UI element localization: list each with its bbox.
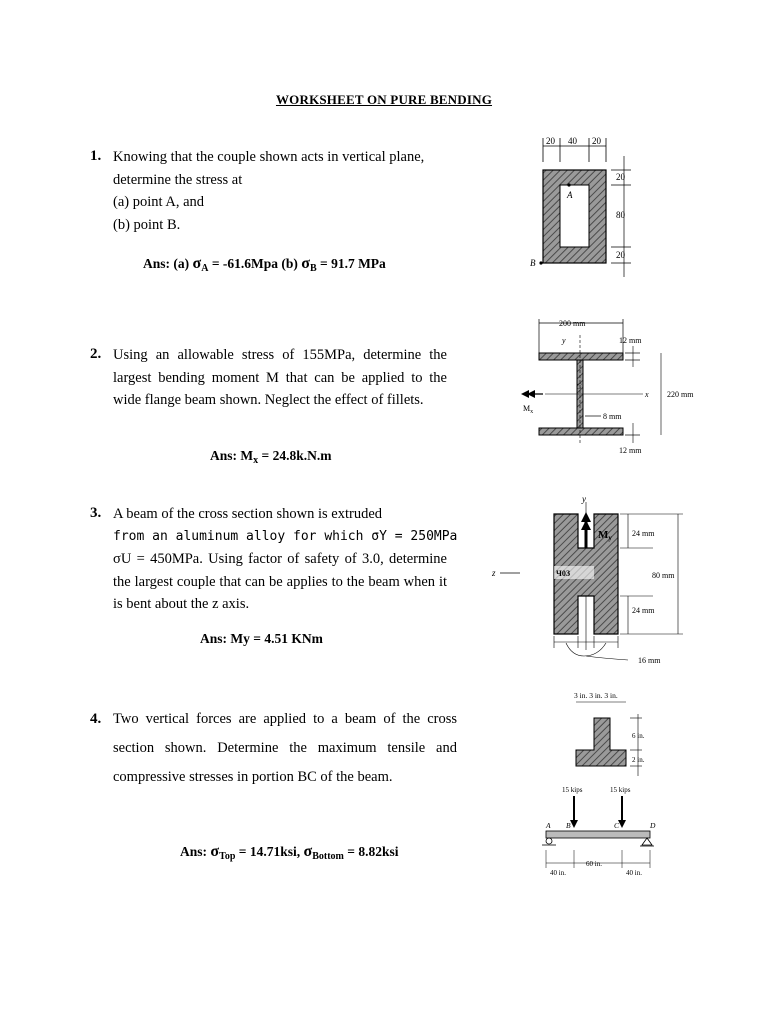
dim-label: 40 <box>568 136 577 146</box>
hollow-cavity <box>560 185 589 247</box>
beam <box>546 831 650 838</box>
point-c-label: C <box>614 821 620 830</box>
problem-3-line1: A beam of the cross section shown is extruded <box>113 506 383 522</box>
moment-label: My <box>598 529 612 542</box>
problem-4-figure <box>532 688 667 883</box>
problem-3-text: σU = 450MPa. Using factor of safety of 3.0, determine the largest couple that can be applies to the beam when it is bent about the z axis. <box>113 551 447 612</box>
problem-2-number: 2. <box>90 346 102 362</box>
load-2-label: 15 kips <box>610 786 631 794</box>
dim-label: 3 in. 3 in. 3 in. <box>574 691 618 700</box>
bottom-flange <box>539 428 623 435</box>
span-label: 40 in. <box>550 869 566 877</box>
t-section <box>576 718 626 766</box>
section-label: Ч0З <box>556 569 571 578</box>
problem-1-line: (b) point B. <box>113 216 181 233</box>
point-b-label: B <box>530 258 536 268</box>
point-b-label: B <box>566 821 571 830</box>
span-label: 40 in. <box>626 869 642 877</box>
problem-3-line2: from an aluminum alloy for which σY = 250MPa <box>113 528 458 544</box>
problem-1-number: 1. <box>90 148 102 164</box>
problem-1-line: (a) point A, and <box>113 194 205 210</box>
moment-label: $M_x$ <box>523 404 534 415</box>
problem-4-number: 4. <box>90 711 102 727</box>
dim-label: 2 in. <box>632 756 645 764</box>
problem-3-figure <box>488 490 693 670</box>
problem-1-figure <box>527 132 647 282</box>
dim-label: 20 <box>616 172 625 182</box>
y-axis-label: y <box>562 336 566 345</box>
problem-4-text: Two vertical forces are applied to a beam of the cross section shown. Determine the maximum tensile and compressive stresses in portion BC of the beam. <box>113 711 457 785</box>
point-a-label: A <box>546 821 551 830</box>
problem-3-answer: Ans: My = 4.51 KNm <box>200 631 323 646</box>
dim-label: 200 mm <box>559 319 586 328</box>
dim-label: 24 mm <box>632 529 655 538</box>
span-label: 60 in. <box>586 860 602 868</box>
dim-label: 220 mm <box>667 390 694 399</box>
problem-2-answer: Ans: $M_x = 24.8k.N.m$ <box>210 448 332 466</box>
dim-label: 16 mm <box>638 656 661 665</box>
dim-label: 80 <box>616 210 625 220</box>
page-title: WORKSHEET ON PURE BENDING <box>275 92 493 107</box>
x-axis-label: x <box>645 390 649 399</box>
point-a-label: A <box>567 190 573 200</box>
problem-2-text: Using an allowable stress of 155MPa, determine the largest bending moment M that can be applied to the wide flange beam shown. Neglect the effect of fillets. <box>113 347 447 408</box>
problem-1-line: Knowing that the couple shown acts in vertical plane, <box>113 149 425 165</box>
problem-4-answer: Ans: $\sigma_{Top} = 14.71ksi$, $\sigma_{Bottom} = 8.82ksi$ <box>180 843 399 862</box>
dim-label: 12 mm <box>619 446 642 455</box>
problem-1-text <box>113 146 493 236</box>
dim-label: 12 mm <box>619 336 642 345</box>
z-axis-label: z <box>492 568 496 578</box>
dim-label: 20 <box>592 136 601 146</box>
dim-label: 20 <box>546 136 555 146</box>
dim-label: 80 mm <box>652 571 675 580</box>
problem-2-figure <box>515 313 694 458</box>
problem-1-line: determine the stress at <box>113 171 243 188</box>
dim-label: 20 <box>616 250 625 260</box>
point-d-label: D <box>650 821 656 830</box>
problem-3-number: 3. <box>90 505 102 521</box>
centroid-label: C <box>576 382 582 391</box>
dim-label: 24 mm <box>632 606 655 615</box>
dim-label: 6 in. <box>632 732 645 740</box>
dim-label: 8 mm <box>603 412 622 421</box>
load-1-label: 15 kips <box>562 786 583 794</box>
problem-1-answer: Ans: (a) $\sigma_A = -61.6Mpa$ (b) $\sigma_B = 91.7$ MPa <box>143 255 386 274</box>
top-flange <box>539 353 623 360</box>
y-axis-label: y <box>582 494 586 504</box>
